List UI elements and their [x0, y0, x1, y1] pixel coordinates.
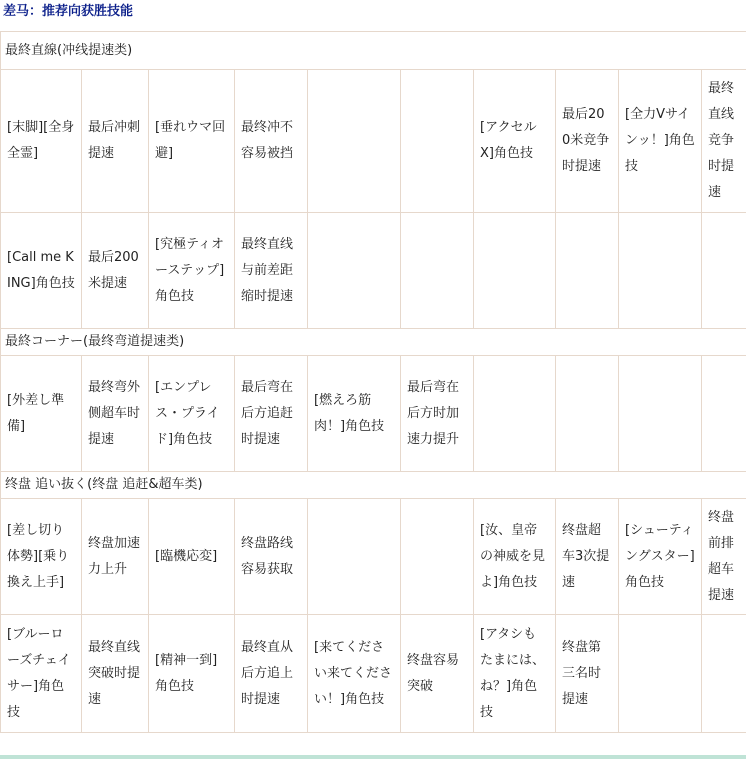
skill-effect-cell: 最终直线突破时提速	[82, 615, 149, 733]
skill-effect-cell: 最终直从后方追上时提速	[235, 615, 308, 733]
skill-name-cell	[308, 213, 401, 329]
skill-effect-cell: 最后200米提速	[82, 213, 149, 329]
skill-name-cell: [末脚][全身全霊]	[1, 70, 82, 213]
skill-name-cell: [シューティングスター]角色技	[619, 499, 702, 615]
skill-name-cell: [汝、皇帝の神威を見よ]角色技	[474, 499, 556, 615]
skill-effect-cell: 最后冲刺提速	[82, 70, 149, 213]
table-row	[1, 213, 746, 329]
skill-effect-cell	[401, 499, 474, 615]
skill-effect-cell	[401, 70, 474, 213]
skill-name-cell: [全力Vサインッ！]角色技	[619, 70, 702, 213]
skill-name-cell	[619, 615, 702, 733]
skill-effect-cell	[556, 213, 619, 329]
skill-effect-cell: 最终冲不容易被挡	[235, 70, 308, 213]
skill-name-cell	[474, 356, 556, 472]
skill-effect-cell: 终盘路线容易获取	[235, 499, 308, 615]
section-header-row	[1, 329, 746, 356]
skill-effect-cell: 终盘容易突破	[401, 615, 474, 733]
skill-name-cell: [究極ティオーステップ]角色技	[149, 213, 235, 329]
skill-name-cell: [アクセルX]角色技	[474, 70, 556, 213]
table-row	[1, 70, 746, 213]
skill-name-cell: [ブルーローズチェイサー]角色技	[1, 615, 82, 733]
skill-name-cell: [差し切り体勢][乗り換え上手]	[1, 499, 82, 615]
skill-name-cell: [アタシもたまには、ね？]角色技	[474, 615, 556, 733]
skill-name-cell	[474, 213, 556, 329]
page-title: 差马：推荐向获胜技能	[3, 4, 134, 19]
skill-effect-cell: 最后200米竞争时提速	[556, 70, 619, 213]
skill-effect-cell: 最后弯在后方追赶时提速	[235, 356, 308, 472]
skill-effect-cell	[702, 615, 746, 733]
section-header-row	[1, 472, 746, 499]
skill-effect-cell: 最终直线与前差距缩时提速	[235, 213, 308, 329]
skill-name-cell: [精神一到]角色技	[149, 615, 235, 733]
skill-effect-cell: 最终直线竞争时提速	[702, 70, 746, 213]
skill-effect-cell	[702, 213, 746, 329]
skill-name-cell	[619, 213, 702, 329]
bottom-accent-bar	[0, 755, 746, 759]
skill-effect-cell: 终盘超车3次提速	[556, 499, 619, 615]
section-heading: 终盘 追い抜く(终盘 追赶&超车类)	[1, 472, 746, 499]
skill-name-cell	[619, 356, 702, 472]
skill-effect-cell	[401, 213, 474, 329]
section-heading: 最終直線(冲线提速类)	[1, 32, 746, 70]
skill-name-cell: [来てください来てください！]角色技	[308, 615, 401, 733]
skill-name-cell	[308, 499, 401, 615]
table-row	[1, 356, 746, 472]
skill-name-cell: [Call me KING]角色技	[1, 213, 82, 329]
skill-effect-cell: 最终弯外侧超车时提速	[82, 356, 149, 472]
skill-effect-cell: 最后弯在后方时加速力提升	[401, 356, 474, 472]
skill-name-cell: [外差し準備]	[1, 356, 82, 472]
skill-name-cell: [臨機応変]	[149, 499, 235, 615]
skill-name-cell	[308, 70, 401, 213]
section-header-row	[1, 32, 746, 70]
skill-effect-cell	[702, 356, 746, 472]
skill-name-cell: [エンプレス・プライド]角色技	[149, 356, 235, 472]
table-row	[1, 615, 746, 733]
skill-name-cell: [燃えろ筋肉！]角色技	[308, 356, 401, 472]
skill-effect-cell: 终盘加速力上升	[82, 499, 149, 615]
skill-effect-cell	[556, 356, 619, 472]
section-heading: 最終コーナー(最终弯道提速类)	[1, 329, 746, 356]
skill-effect-cell: 终盘第三名时提速	[556, 615, 619, 733]
skills-table	[0, 31, 746, 733]
skill-effect-cell: 终盘前排超车提速	[702, 499, 746, 615]
skill-name-cell: [垂れウマ回避]	[149, 70, 235, 213]
table-row	[1, 499, 746, 615]
